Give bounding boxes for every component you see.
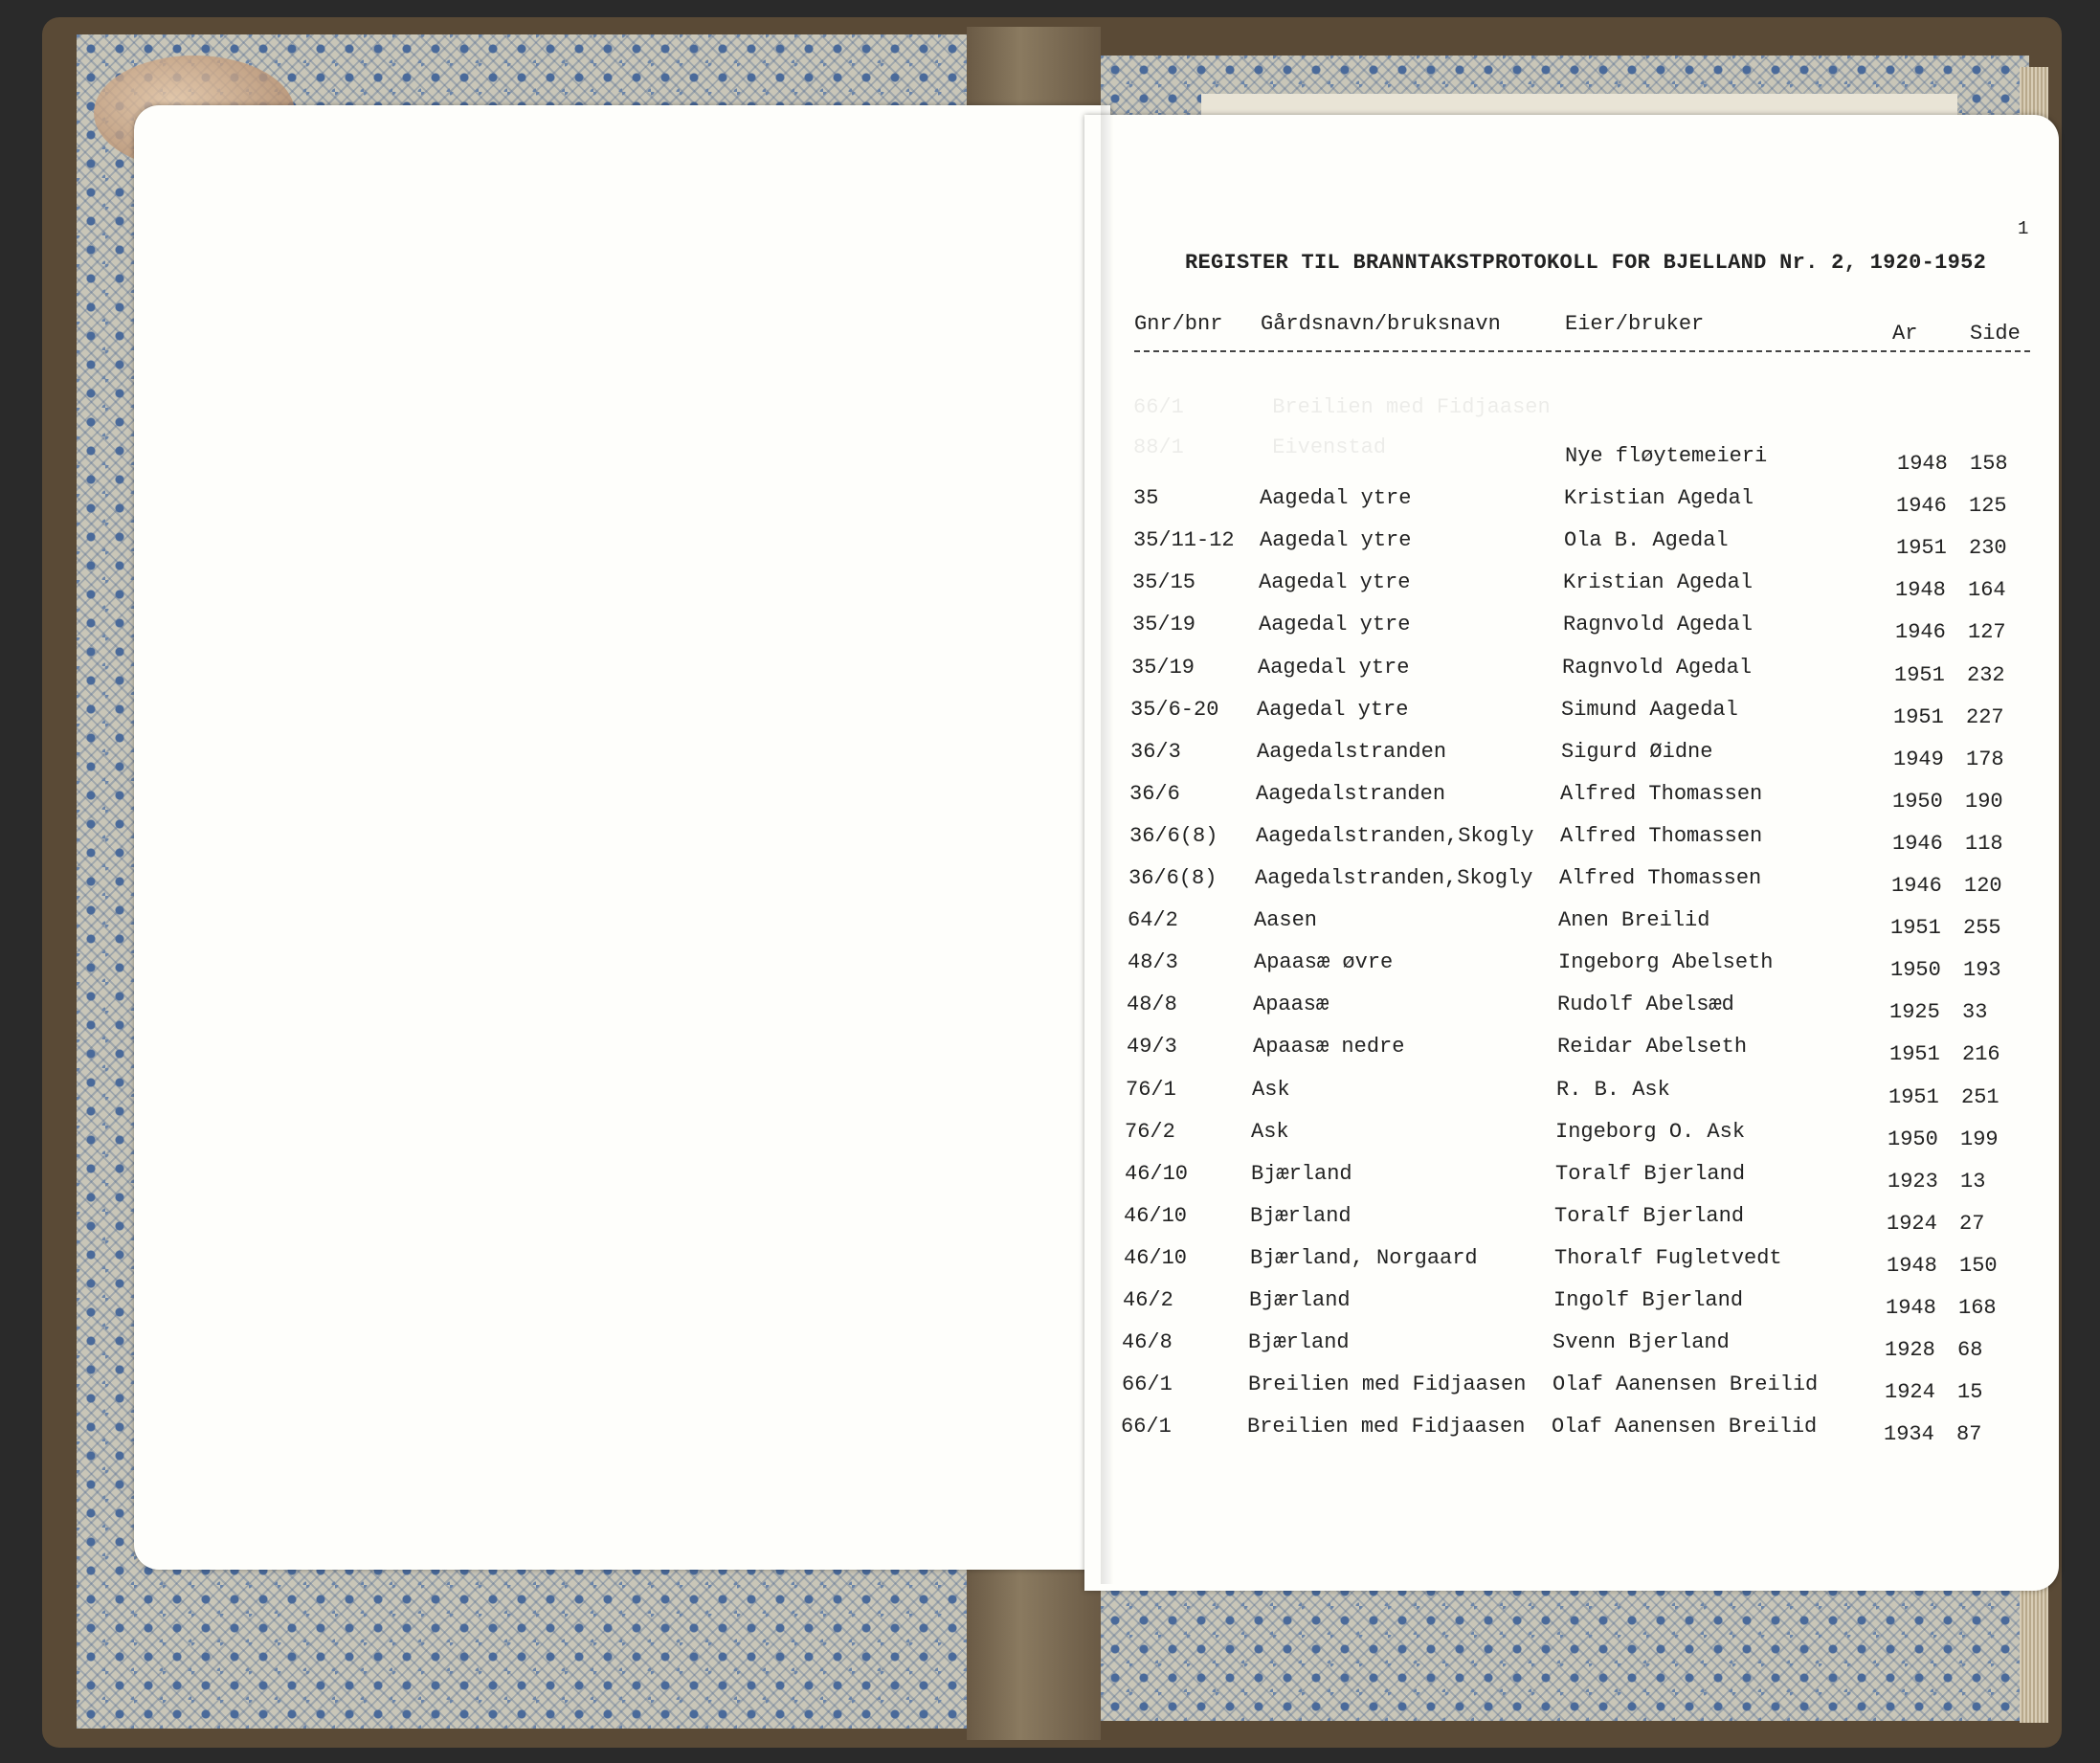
cell-name: Aagedal ytre [1260, 528, 1412, 552]
cell-side: 255 [1963, 916, 2001, 940]
cell-gnr: 36/6(8) [1129, 824, 1218, 848]
cell-ar: 1950 [1892, 790, 1943, 814]
cell-gnr: 46/10 [1124, 1204, 1188, 1228]
header-name: Gårdsnavn/bruksnavn [1261, 312, 1501, 336]
cell-name: Bjærland [1251, 1162, 1352, 1186]
cell-gnr: 48/3 [1128, 950, 1178, 974]
cell-side: 120 [1964, 874, 2002, 898]
cell-side: 27 [1959, 1212, 1985, 1236]
cell-ar: 1951 [1890, 916, 1941, 940]
cell-gnr: 46/8 [1122, 1330, 1173, 1354]
cell-side: 164 [1968, 578, 2006, 602]
cell-name: Aagedal ytre [1260, 486, 1412, 510]
cell-side: 118 [1965, 832, 2003, 856]
cell-eier: Ingolf Bjerland [1553, 1288, 1744, 1312]
cell-side: 168 [1958, 1296, 1997, 1320]
cell-name: Aagedal ytre [1259, 613, 1411, 636]
header-eier: Eier/bruker [1565, 312, 1705, 336]
cell-eier: Kristian Agedal [1564, 486, 1754, 510]
cell-name: Ask [1251, 1120, 1289, 1144]
cell-side: 199 [1960, 1127, 1999, 1151]
cell-gnr: 36/3 [1130, 740, 1181, 764]
cell-gnr: 35/19 [1132, 613, 1196, 636]
cell-eier: Ragnvold Agedal [1562, 656, 1753, 680]
cell-side: 190 [1965, 790, 2003, 814]
cell-name: Aagedalstranden [1257, 740, 1447, 764]
cell-gnr: 35/15 [1132, 570, 1196, 594]
cell-eier: Sigurd Øidne [1561, 740, 1713, 764]
register-title: REGISTER TIL BRANNTAKSTPROTOKOLL FOR BJELLAND Nr. 2, 1920-1952 [1185, 251, 1987, 275]
cell-eier: Toralf Bjerland [1554, 1204, 1745, 1228]
cell-gnr: 66/1 [1121, 1415, 1172, 1439]
cell-ar: 1950 [1888, 1127, 1938, 1151]
page-fold-shadow [1101, 105, 1114, 1584]
cell-eier: Olaf Aanensen Breilid [1553, 1372, 1819, 1396]
cell-name: Bjærland [1248, 1330, 1350, 1354]
cell-side: 227 [1966, 705, 2004, 729]
cell-eier: Ingeborg O. Ask [1555, 1120, 1746, 1144]
cell-side: 150 [1959, 1254, 1998, 1278]
cell-side: 193 [1963, 958, 2001, 982]
cell-eier: Alfred Thomassen [1560, 824, 1763, 848]
cell-eier: Olaf Aanensen Breilid [1552, 1415, 1818, 1439]
cell-eier: Svenn Bjerland [1553, 1330, 1730, 1354]
cell-ar: 1951 [1889, 1042, 1940, 1066]
cell-ar: 1928 [1885, 1338, 1935, 1362]
cell-gnr: 46/2 [1123, 1288, 1173, 1312]
cell-eier: Rudolf Abelsæd [1557, 993, 1734, 1016]
cell-gnr: 35/11-12 [1133, 528, 1235, 552]
cell-name: Aagedalstranden,Skogly [1255, 866, 1533, 890]
cell-eier: Simund Aagedal [1561, 698, 1738, 722]
cell-ar: 1948 [1886, 1296, 1936, 1320]
cell-name: Apaasæ [1253, 993, 1329, 1016]
cell-name: Aagedal ytre [1259, 570, 1411, 594]
cell-ar: 1924 [1887, 1212, 1937, 1236]
cell-ar: 1951 [1896, 536, 1947, 560]
cell-eier: Reidar Abelseth [1557, 1035, 1748, 1059]
page-number: 1 [2018, 218, 2029, 239]
cell-side: 13 [1960, 1170, 1986, 1194]
cell-ar: 1923 [1888, 1170, 1938, 1194]
cell-name: Aagedalstranden [1256, 782, 1446, 806]
cell-ar: 1951 [1888, 1085, 1939, 1109]
cell-eier: Thoralf Fugletvedt [1554, 1246, 1782, 1270]
cell-gnr: 64/2 [1128, 908, 1178, 932]
cell-ar: 1951 [1894, 663, 1945, 687]
cell-side: 87 [1956, 1422, 1982, 1446]
cell-side: 125 [1969, 494, 2007, 518]
cell-gnr: 35/19 [1131, 656, 1195, 680]
cell-side: 178 [1966, 748, 2004, 771]
left-blank-page [134, 105, 1110, 1570]
cell-name: Bjærland, Norgaard [1250, 1246, 1478, 1270]
cell-side: 15 [1957, 1380, 1983, 1404]
cell-ar: 1934 [1884, 1422, 1934, 1446]
cell-ar: 1950 [1890, 958, 1941, 982]
cell-name: Aagedal ytre [1258, 656, 1410, 680]
cell-ar: 1949 [1893, 748, 1944, 771]
cell-name: Aagedal ytre [1257, 698, 1409, 722]
cell-gnr: 66/1 [1122, 1372, 1173, 1396]
cell-name: Apaasæ nedre [1253, 1035, 1405, 1059]
cell-gnr: 46/10 [1125, 1162, 1189, 1186]
cell-name: Breilien med Fidjaasen [1247, 1415, 1526, 1439]
cell-gnr: 48/8 [1127, 993, 1177, 1016]
cell-gnr: 76/2 [1125, 1120, 1175, 1144]
cell-eier: Ola B. Agedal [1564, 528, 1729, 552]
cell-eier: Kristian Agedal [1563, 570, 1754, 594]
cell-side: 216 [1962, 1042, 2000, 1066]
cell-ar: 1948 [1895, 578, 1946, 602]
cell-ar: 1924 [1885, 1380, 1935, 1404]
bleed-through-text: 66/1 Breilien med Fidjaasen [1133, 395, 1551, 419]
cell-eier: R. B. Ask [1556, 1078, 1670, 1102]
cell-ar: 1946 [1892, 832, 1943, 856]
cell-name: Bjærland [1249, 1288, 1351, 1312]
cell-gnr: 46/10 [1124, 1246, 1188, 1270]
cell-side: 68 [1957, 1338, 1983, 1362]
header-ar: Ar [1892, 322, 1918, 346]
cell-gnr: 35 [1133, 486, 1159, 510]
cell-name: Apaasæ øvre [1254, 950, 1394, 974]
cell-side: 251 [1961, 1085, 1999, 1109]
cell-eier: Ragnvold Agedal [1563, 613, 1754, 636]
cell-ar: 1948 [1897, 452, 1948, 476]
cell-gnr: 36/6(8) [1128, 866, 1218, 890]
cell-eier: Alfred Thomassen [1559, 866, 1762, 890]
cell-ar: 1925 [1889, 1000, 1940, 1024]
header-gnr: Gnr/bnr [1134, 312, 1223, 336]
cell-gnr: 76/1 [1126, 1078, 1176, 1102]
cell-eier: Nye fløytemeieri [1565, 444, 1768, 468]
cell-ar: 1946 [1896, 494, 1947, 518]
cell-name: Ask [1252, 1078, 1290, 1102]
cell-eier: Toralf Bjerland [1555, 1162, 1746, 1186]
header-divider [1134, 350, 2030, 352]
cell-side: 158 [1970, 452, 2008, 476]
cell-ar: 1948 [1887, 1254, 1937, 1278]
cell-side: 33 [1962, 1000, 1988, 1024]
cell-side: 127 [1968, 620, 2006, 644]
cell-side: 232 [1967, 663, 2005, 687]
cell-side: 230 [1969, 536, 2007, 560]
cell-gnr: 35/6-20 [1130, 698, 1219, 722]
cell-eier: Anen Breilid [1558, 908, 1710, 932]
cell-name: Bjærland [1250, 1204, 1352, 1228]
cell-ar: 1951 [1893, 705, 1944, 729]
header-side: Side [1970, 322, 2021, 346]
cell-eier: Alfred Thomassen [1560, 782, 1763, 806]
cell-name: Aagedalstranden,Skogly [1256, 824, 1534, 848]
bleed-through-text: 88/1 Eivenstad [1133, 435, 1387, 459]
cell-name: Breilien med Fidjaasen [1248, 1372, 1527, 1396]
cell-ar: 1946 [1891, 874, 1942, 898]
cell-gnr: 49/3 [1127, 1035, 1177, 1059]
cell-eier: Ingeborg Abelseth [1558, 950, 1774, 974]
cell-ar: 1946 [1895, 620, 1946, 644]
cell-gnr: 36/6 [1129, 782, 1180, 806]
cell-name: Aasen [1254, 908, 1318, 932]
